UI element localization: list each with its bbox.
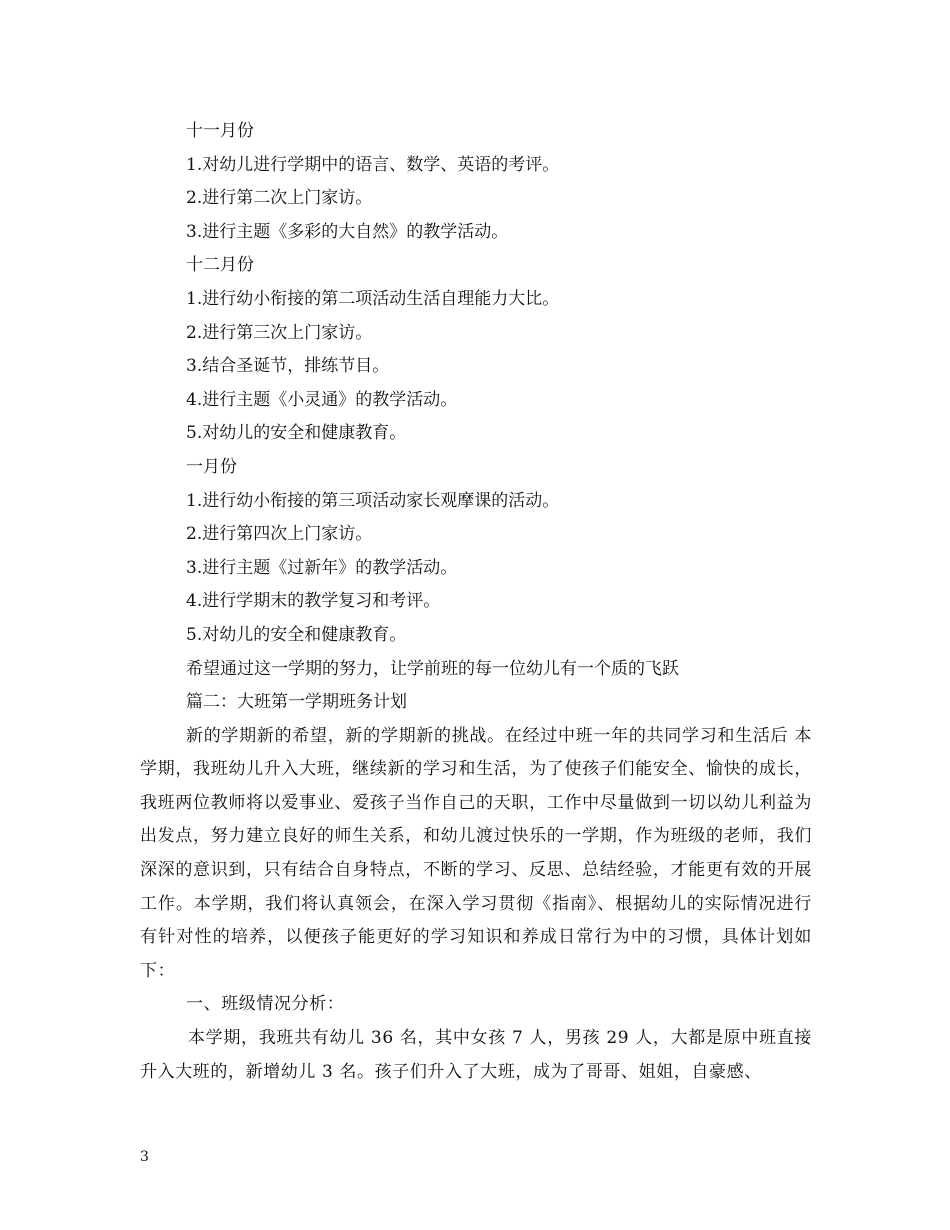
plan-item: 3.进行主题《过新年》的教学活动。 <box>186 557 458 578</box>
month-heading-january: 一月份 <box>186 456 237 477</box>
plan-item: 4.进行主题《小灵通》的教学活动。 <box>186 389 458 410</box>
plan-item: 2.进行第四次上门家访。 <box>186 524 373 545</box>
intro-paragraph: 新的学期新的希望，新的学期新的挑战。在经过中班一年的共同学习和生活后 本学期，我班幼儿升入大班，继续新的学习和生活，为了使孩子们能安全、愉快的成长，我班两位教师将以爱事业、爱孩子当作自己的天职，工作中尽量做到一切以幼儿利益为出发点，努力建立良好的师生关系，和幼儿渡过快乐的一学期，作为班级的老师，我们深深的意识到，只有结合自身特点，不断的学习、反思、总结经验，才能更有效的开展工作。本学期，我们将认真领会，在深入学习贯彻《指南》、根据幼儿的实际情况进行有针对性的培养，以便孩子能更好的学习知识和养成日常行为中的习惯，具体计划如下： <box>140 725 812 981</box>
closing-sentence: 希望通过这一学期的努力，让学前班的每一位幼儿有一个质的飞跃 <box>186 658 679 679</box>
page-number: 3 <box>140 1149 149 1165</box>
document-body <box>140 115 812 1089</box>
plan-item: 1.进行幼小衔接的第三项活动家长观摩课的活动。 <box>186 490 560 511</box>
month-heading-november: 十一月份 <box>186 121 254 141</box>
plan-item: 5.对幼儿的安全和健康教育。 <box>186 624 407 645</box>
month-heading-december: 十二月份 <box>186 255 254 276</box>
plan-item: 1.对幼儿进行学期中的语言、数学、英语的考评。 <box>186 154 560 175</box>
plan-item: 2.进行第二次上门家访。 <box>186 188 373 209</box>
plan-item: 2.进行第三次上门家访。 <box>186 322 373 343</box>
section-title: 篇二：大班第一学期班务计划 <box>186 692 407 713</box>
plan-item: 3.结合圣诞节，排练节目。 <box>186 356 390 377</box>
plan-item: 4.进行学期末的教学复习和考评。 <box>186 591 441 612</box>
class-analysis-paragraph: 本学期，我班共有幼儿 36 名，其中女孩 7 人，男孩 29 人，大都是原中班直接升入大班的，新增幼儿 3 名。孩子们升入了大班，成为了哥哥、姐姐，自豪感、 <box>140 1028 812 1082</box>
section-heading-class-analysis: 一、班级情况分析： <box>186 994 345 1015</box>
plan-item: 5.对幼儿的安全和健康教育。 <box>186 423 407 444</box>
plan-item: 3.进行主题《多彩的大自然》的教学活动。 <box>186 221 509 242</box>
plan-item: 1.进行幼小衔接的第二项活动生活自理能力大比。 <box>186 288 560 309</box>
